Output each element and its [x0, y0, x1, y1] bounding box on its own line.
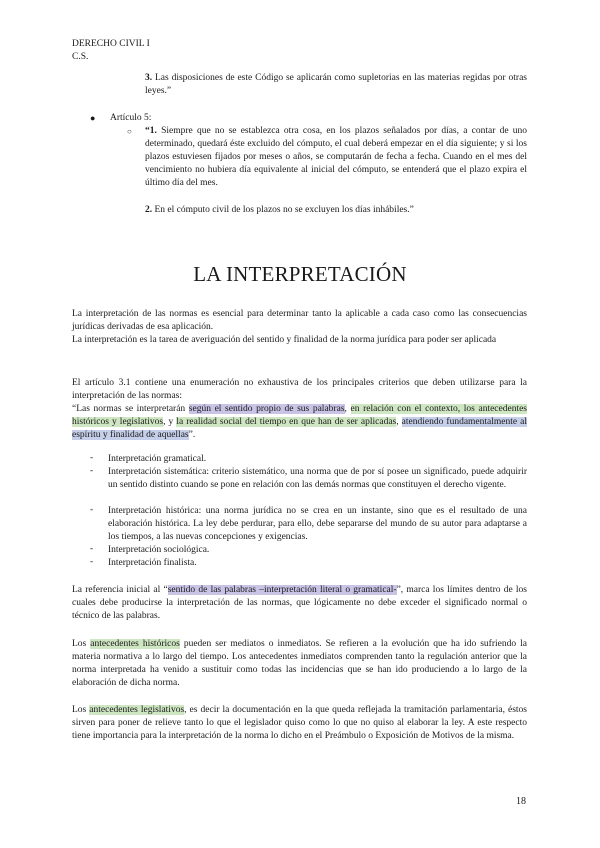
item-number: 3. — [145, 73, 153, 83]
legislative-antecedents-paragraph — [72, 704, 527, 743]
page-header — [72, 38, 150, 64]
highlight-social: la realidad social del tiempo en que han de ser aplicadas — [176, 417, 397, 427]
para-start: Los — [72, 705, 90, 715]
dash-bullet: - — [90, 557, 94, 567]
list-item: Interpretación histórica: una norma jurídica no se crea en un instante, sino que es el resultado de una elaboración histórica. La ley debe perdurar, para ello, debe separarse del mundo de su autor para adaptarse a los tiempos, a las nuevas concepciones y exigencias. — [108, 506, 527, 542]
item-text: Las disposiciones de este Código se aplicarán como supletorias en las materias regidas por otras leyes.” — [145, 73, 527, 96]
item-number: 2. — [145, 205, 153, 215]
page-number: 18 — [516, 796, 526, 807]
para-end: ”, marca los límites dentro de los cuales debe producirse la interpretación de las normas, que lógicamente no debe exceder el significado normal o técnico de las palabras. — [72, 585, 527, 621]
art5-label: Artículo 5: — [110, 113, 152, 123]
art4-item3 — [145, 72, 527, 98]
art3-lead: El artículo 3.1 contiene una enumeración no exhaustiva de los principales criterios que deben utilizarse para la interpretación de las normas: — [72, 378, 527, 401]
para-start: La referencia inicial al “ — [72, 585, 168, 595]
quote-start: “Las normas se interpretarán — [72, 404, 189, 414]
item-text: En el cómputo civil de los plazos no se excluyen los días inhábiles.” — [152, 205, 414, 215]
list-item: Interpretación finalista. — [108, 558, 197, 568]
intro-paragraph-2: La interpretación es la tarea de averiguación del sentido y finalidad de la norma jurídica para poder ser aplicada — [72, 335, 497, 345]
dash-bullet: - — [90, 453, 94, 463]
para-end: pueden ser mediatos o inmediatos. Se refieren a la evolución que ha ido sufriendo la materia normativa a lo largo del tiempo. Los antecedentes inmediatos comprenden tanto la regulación anterior que la norma interpretada ha venido a sustituir como todas las incidencias que se han ido produciendo a lo largo de la elaboración de dicha norma. — [72, 639, 527, 688]
art3-paragraph — [72, 377, 527, 442]
quote-end: ”. — [188, 430, 196, 440]
item-number: “1. — [145, 126, 157, 136]
dash-bullet: - — [90, 466, 94, 476]
header-course: DERECHO CIVIL I — [72, 39, 150, 49]
section-title: LA INTERPRETACIÓN — [193, 262, 407, 286]
intro-paragraph-1: La interpretación de las normas es esencial para determinar tanto la aplicable a cada caso como las consecuencias jurídicas derivadas de esa aplicación. — [72, 309, 527, 332]
highlight-purpose: atendiendo fundamentalmente al espíritu y finalidad de aquellas — [72, 417, 528, 440]
quote-sep: , — [396, 417, 402, 427]
highlight-context: en relación con el contexto, los antecedentes históricos y legislativos — [72, 404, 528, 427]
list-item: Interpretación sistemática: criterio sistemático, una norma que de por sí posee un significado, puede adquirir un sentido distinto cuando se pone en relación con las demás normas que constituyen el derecho vigente. — [108, 467, 527, 490]
highlight-literal: sentido de las palabras –interpretación literal o gramatical- — [167, 585, 397, 595]
bullet-icon: ● — [90, 113, 96, 123]
quote-sep: , y — [163, 417, 177, 427]
literal-reference-paragraph — [72, 584, 527, 623]
art5-paragraph-2 — [145, 204, 527, 217]
dash-bullet: - — [90, 505, 94, 515]
quote-sep: , — [344, 404, 351, 414]
dash-bullet: - — [90, 544, 94, 554]
list-item: Interpretación gramatical. — [108, 454, 207, 464]
item-text: Siempre que no se establezca otra cosa, en los plazos señalados por días, a contar de uno determinado, quedará éste excluido del cómputo, el cual deberá empezar en el día siguiente; y si los plazos estuviesen fijados por meses o años, se computarán de fecha a fecha. Cuando en el mes del vencimiento no hubiera día equivalente al inicial del cómputo, se entenderá que el plazo expira el último día del mes. — [145, 126, 527, 188]
header-initials: C.S. — [72, 52, 89, 62]
highlight-legislative: antecedentes legislativos — [89, 705, 185, 715]
historical-antecedents-paragraph — [72, 638, 527, 690]
highlight-historical: antecedentes históricos — [90, 639, 180, 649]
para-end: , es decir la documentación en la que queda reflejada la tramitación parlamentaria, éstos sirven para poner de relieve tanto lo que el legislador quiso como lo que no quiso al elaborar la ley. A este respecto tiene importancia para la interpretación de la norma lo dicho en el Preámbulo o Exposición de Motivos de la misma. — [72, 705, 527, 741]
art5-paragraph-1 — [145, 125, 527, 190]
circle-bullet-icon: ○ — [127, 127, 132, 136]
list-item: Interpretación sociológica. — [108, 545, 210, 555]
highlight-literal: según el sentido propio de sus palabras — [188, 404, 345, 414]
para-start: Los — [72, 639, 91, 649]
